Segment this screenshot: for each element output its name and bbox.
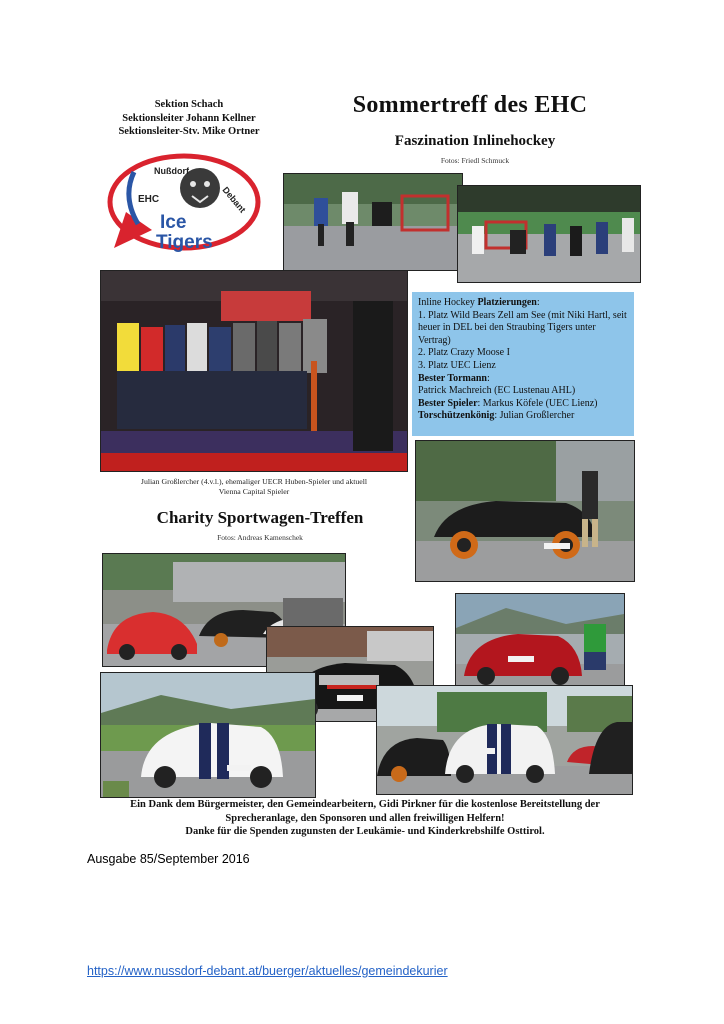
page-title: Sommertreff des EHC xyxy=(352,92,588,118)
ice-tigers-logo xyxy=(104,152,262,256)
stage-caption-line-1: Julian Großlercher (4.v.l.), ehemaliger UECR Huben-Spieler und aktuell xyxy=(140,477,368,486)
infobox-place-3: 3. Platz UEC Lienz xyxy=(418,359,496,371)
charity-title: Charity Sportwagen-Treffen xyxy=(156,508,364,527)
section-header xyxy=(100,98,278,139)
thanks-text xyxy=(100,798,630,839)
placements-infobox xyxy=(412,292,634,436)
infobox-place-1: 1. Platz Wild Bears Zell am See (mit Niki Hartl, seit heuer in DEL bei den Straubing Tigers unter Vertrag) xyxy=(418,309,627,346)
thanks-line-1: Ein Dank dem Bürgermeister, den Gemeindearbeitern, Gidi Pirkner für die kostenlose Bereitstellung der xyxy=(130,799,600,810)
logo-text-ehc: EHC xyxy=(138,194,160,205)
section-deputy: Sektionsleiter-Stv. Mike Ortner xyxy=(118,126,260,137)
thanks-line-3: Danke für die Spenden zugunsten der Leukämie- und Kinderkrebshilfe Osttirol. xyxy=(185,826,545,837)
infobox-heading: Inline Hockey Platzierungen: xyxy=(418,297,540,308)
infobox-best-player: Bester Spieler: Markus Köfele (UEC Lienz) xyxy=(418,397,598,409)
stage-caption-line-2: Vienna Capital Spieler xyxy=(218,487,290,496)
thanks-line-2: Sprecheranlage, den Sponsoren und allen freiwilligen Helfern! xyxy=(225,812,505,824)
logo-text-ice: Ice xyxy=(160,212,187,233)
photo-award-stage xyxy=(101,271,407,471)
photo-car-red-alfa xyxy=(456,594,624,688)
infobox-goalie-name: Patrick Machreich (EC Lustenau AHL) xyxy=(418,385,576,397)
source-url-link[interactable]: https://www.nussdorf-debant.at/buerger/aktuelles/gemeindekurier xyxy=(87,964,448,978)
photo-credit-hockey: Fotos: Friedl Schmuck xyxy=(440,156,510,165)
issue-label: Ausgabe 85/September 2016 xyxy=(87,852,250,866)
infobox-place-2: 2. Platz Crazy Moose I xyxy=(418,347,510,359)
photo-car-row-shelby xyxy=(377,686,632,794)
photo-hockey-game-2 xyxy=(458,186,640,282)
stage-caption xyxy=(101,477,407,497)
section-name: Sektion Schach xyxy=(154,99,224,110)
infobox-top-scorer: Torschützenkönig: Julian Großlercher xyxy=(418,410,575,422)
logo-text-top: Nußdorf xyxy=(154,166,189,176)
logo-text-tigers: Tigers xyxy=(156,232,213,253)
logo-text-right: Debant xyxy=(220,184,248,215)
infobox-goalie-label: Bester Tormann: xyxy=(418,372,490,384)
photo-car-white-shelby xyxy=(101,673,315,797)
photo-hockey-game-1 xyxy=(284,174,462,270)
page-subtitle: Faszination Inlinehockey xyxy=(394,133,556,149)
photo-credit-cars: Fotos: Andreas Kamenschek xyxy=(217,533,303,542)
photo-car-black-mustang xyxy=(416,441,634,581)
section-leader: Sektionsleiter Johann Kellner xyxy=(122,112,256,124)
